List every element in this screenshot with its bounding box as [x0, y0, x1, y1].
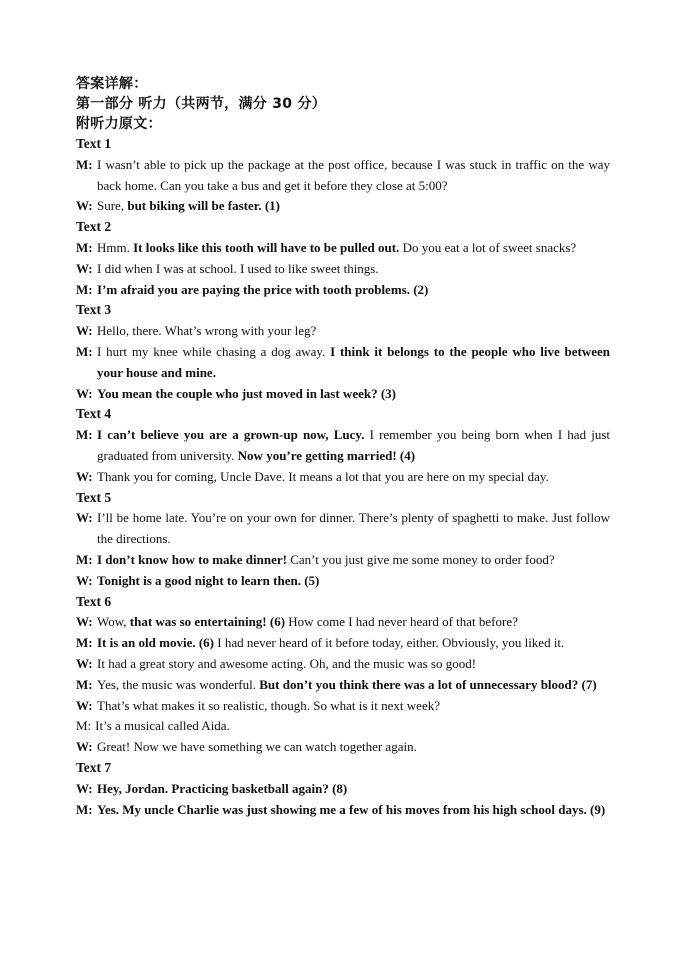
dialogue-text: I had never heard of it before today, either. Obviously, you liked it. [214, 635, 565, 651]
dialogue-text: That’s what makes it so realistic, though. So what is it next week? [97, 697, 440, 713]
speaker-label: W: [76, 655, 93, 671]
dialogue-line [76, 321, 610, 342]
answer-key-text: but biking will be faster. (1) [127, 198, 280, 214]
speaker-label: M: [76, 801, 93, 817]
answer-key-text: Tonight is a good night to learn then. (5) [97, 572, 320, 588]
answer-key-text: You mean the couple who just moved in last week? (3) [97, 385, 396, 401]
speaker-label: M: [76, 239, 93, 255]
dialogue-text: I remember you being born when I had just graduated from university. [97, 427, 610, 463]
transcript-heading: 附听力原文： [76, 116, 162, 132]
section-title: Text 5 [76, 489, 112, 505]
dialogue-line [76, 467, 610, 488]
answer-key-text: I can’t believe you are a grown-up now, Lucy. [97, 427, 365, 443]
speaker-label: W: [76, 510, 93, 526]
dialogue-line [76, 571, 610, 592]
dialogue-line [76, 800, 610, 821]
speaker-label: W: [76, 780, 93, 796]
dialogue-line [76, 196, 610, 217]
dialogue-text: Wow, [97, 614, 130, 630]
dialogue-line [76, 675, 610, 696]
transcript-sections [76, 134, 610, 820]
speaker-label: W: [76, 468, 93, 484]
dialogue-text: Hmm. [97, 239, 134, 255]
speaker-label: M: [76, 635, 93, 651]
dialogue-text: I’ll be home late. You’re on your own for dinner. There’s plenty of spaghetti to make. Just follow the directions. [97, 510, 610, 547]
speaker-label: W: [76, 323, 93, 339]
answer-key-text: It looks like this tooth will have to be pulled out. [133, 239, 400, 255]
answer-key-text: Yes. My uncle Charlie was just showing me a few of his moves from his high school days. (9) [97, 801, 606, 817]
dialogue-text: Great! Now we have something we can watch together again. [97, 739, 417, 755]
dialogue-text: It had a great story and awesome acting. Oh, and the music was so good! [97, 655, 477, 671]
speaker-label: M: [76, 551, 93, 567]
dialogue-line [76, 384, 610, 405]
dialogue-text: I hurt my knee while chasing a dog away. [97, 343, 331, 359]
dialogue-line [76, 654, 610, 675]
dialogue-text: Can’t you just give me some money to order food? [286, 551, 555, 567]
speaker-label: M: [76, 427, 93, 443]
answer-key-text: But don’t you think there was a lot of unnecessary blood? (7) [259, 676, 597, 692]
answer-key-text: that was so entertaining! (6) [129, 614, 286, 630]
section-title: Text 1 [76, 136, 112, 151]
speaker-label: W: [76, 739, 93, 755]
dialogue-text: Hello, there. What’s wrong with your leg? [97, 323, 317, 339]
speaker-label: W: [76, 385, 93, 401]
speaker-label: W: [76, 572, 93, 588]
answer-key-text: I don’t know how to make dinner! [97, 551, 287, 567]
dialogue-text: I wasn’t able to pick up the package at the post office, because I was stuck in traffic on the way back home. Can you take a bus and get it before they close at 5:00? [97, 156, 610, 193]
dialogue-text: It’s a musical called Aida. [95, 718, 230, 734]
answer-document [76, 74, 610, 820]
dialogue-text: How come I had never heard of that before? [285, 614, 518, 630]
doc-title: 答案详解： [76, 76, 148, 92]
part-heading: 第一部分 听力（共两节，满分 30 分） [76, 96, 327, 112]
dialogue-line [76, 612, 610, 633]
dialogue-line [76, 155, 610, 197]
speaker-label: W: [76, 697, 93, 713]
dialogue-line [76, 425, 610, 467]
answer-key-text: Hey, Jordan. Practicing basketball again? (8) [97, 780, 348, 796]
section-title: Text 2 [76, 219, 112, 235]
dialogue-line [76, 342, 610, 384]
section-title: Text 3 [76, 302, 112, 318]
speaker-label: M: [76, 718, 92, 734]
speaker-label: M: [76, 281, 93, 297]
answer-key-text: I think it belongs to the people who live between your house and mine. [97, 343, 610, 380]
answer-key-text: I’m afraid you are paying the price with tooth problems. (2) [97, 281, 429, 297]
dialogue-line [76, 238, 610, 259]
dialogue-line [76, 633, 610, 654]
speaker-label: W: [76, 614, 93, 630]
dialogue-text: Do you eat a lot of sweet snacks? [399, 239, 577, 255]
section-title: Text 6 [76, 593, 112, 609]
speaker-label: M: [76, 343, 93, 359]
speaker-label: W: [76, 260, 93, 276]
answer-key-text: Now you’re getting married! (4) [237, 447, 416, 463]
dialogue-line [76, 508, 610, 550]
speaker-label: W: [76, 198, 93, 214]
section-title: Text 4 [76, 406, 112, 422]
dialogue-text: Yes, the music was wonderful. [97, 676, 260, 692]
section-title: Text 7 [76, 759, 112, 775]
dialogue-line [76, 259, 610, 280]
dialogue-line [76, 280, 610, 301]
speaker-label: M: [76, 676, 93, 692]
speaker-label: M: [76, 156, 93, 172]
dialogue-line [76, 779, 610, 800]
dialogue-line [76, 716, 610, 737]
dialogue-text: Sure, [97, 198, 128, 214]
dialogue-line [76, 737, 610, 758]
dialogue-line [76, 696, 610, 717]
dialogue-line [76, 550, 610, 571]
dialogue-text: I did when I was at school. I used to like sweet things. [97, 260, 379, 276]
dialogue-text: Thank you for coming, Uncle Dave. It means a lot that you are here on my special day. [97, 468, 549, 484]
answer-key-text: It is an old movie. (6) [97, 635, 214, 651]
